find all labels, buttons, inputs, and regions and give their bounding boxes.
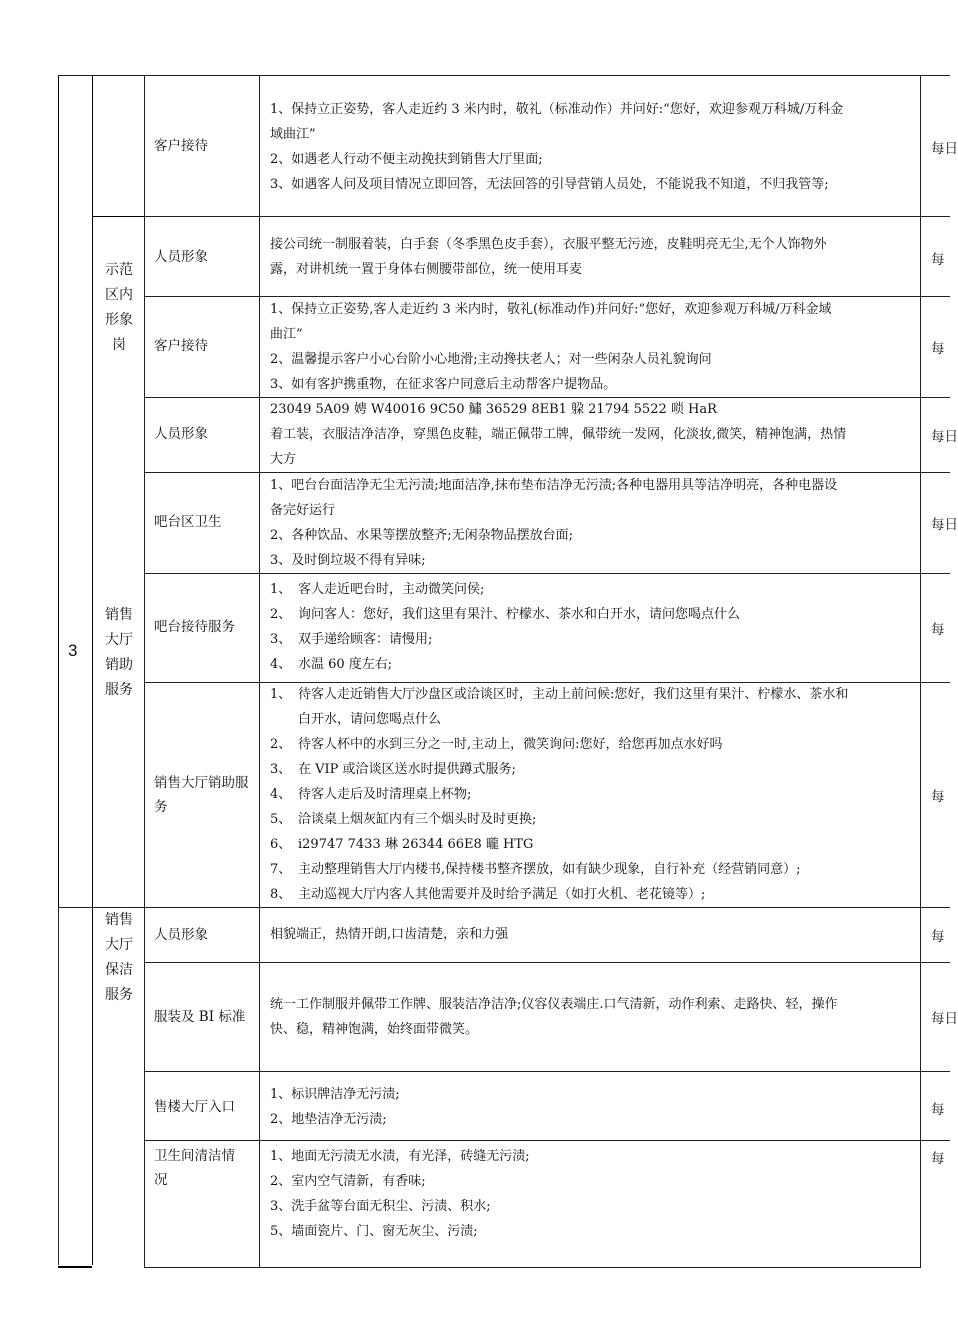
row-content [270,97,910,197]
line-number: 1、 [270,687,292,702]
row-content [270,922,910,947]
row-line-1 [144,216,950,217]
row-item-label: 人员形象 [154,249,208,265]
content-line: 1、保持立正姿势,客人走近约 3 米内时，敬礼(标准动作)并问好:“您好，欢迎参观万科城/万科金域 [270,302,832,317]
row-item-label: 人员形象 [154,426,208,442]
content-line: 统一工作制服并佩带工作牌、服装洁净洁净;仪容仪表端庄.口气清新，动作利索、走路快、轻，操作 [270,997,838,1012]
row-frequency: 每 [931,1151,945,1167]
content-line: 1、保持立正姿势，客人走近约 3 米内时，敬礼（标准动作）并问好:“您好，欢迎参观万科城/万科金 [270,102,844,117]
table-border-left-lower [58,908,59,1265]
content-line [270,682,910,707]
line-text: 主动巡视大厅内客人其他需要并及时给予满足（如打火机、老花镜等）; [298,887,706,902]
row-frequency: 每 [931,789,945,805]
content-line: 着工装，衣服洁净洁净，穿黑色皮鞋，端正佩带工牌，佩带统一发网，化淡妆,微笑，精神饱满，热情 [270,427,847,442]
row-frequency: 每 [931,341,945,357]
line-text: 待客人走后及时清理桌上杯物; [298,787,472,802]
line-number: 1、 [270,582,292,597]
content-line: 2、地垫洁净无污渍; [270,1112,387,1127]
col-divider-3 [259,75,260,1268]
row-line-cat1 [92,216,144,217]
col-divider-2 [144,75,145,1268]
row-line-10 [144,1140,950,1141]
line-text: 询问客人：您好，我们这里有果汁、柠檬水、茶水和白开水，请问您喝点什么 [298,607,741,622]
row-item-label: 吧台接待服务 [154,619,235,635]
category-sales-hall-cleaning: 销售大厅保洁服务 [105,912,133,1003]
col-divider-1 [92,75,93,1265]
line-text: 客人走近吧台时，主动微笑问侯; [298,582,485,597]
content-line: 5、墙面瓷片、门、窗无灰尘、污渍; [270,1224,478,1239]
content-line: 1、吧台台面洁净无尘无污渍;地面洁净,抹布垫布洁净无污渍;各种电器用具等洁净明亮，各种电器设 [270,478,838,493]
line-text: 白开水，请问您喝点什么 [298,712,442,727]
content-line [270,652,910,677]
row-frequency: 每 [931,622,945,638]
row-frequency: 每 [931,1102,945,1118]
row-frequency: 每日 [931,141,958,157]
content-line: 快、稳，精神饱满，始终面带微笑。 [270,1022,479,1037]
category-showroom-image: 示范区内形象岗 [105,262,133,353]
line-number: 8、 [270,887,292,902]
content-line: 2、温馨提示客户小心台阶小心地滑;主动搀扶老人；对一些闲杂人员礼貌询问 [270,352,712,367]
content-line: 3、如有客护携重物，在征求客户同意后主动帮客户提物品。 [270,377,617,392]
row-frequency: 每 [931,252,945,268]
row-content [270,992,910,1042]
content-line [270,857,910,882]
line-number: 3、 [270,762,292,777]
row-item-label: 卫生间清洁情况 [154,1148,235,1188]
line-text: 主动整理销售大厅内楼书,保持楼书整齐摆放，如有缺少现象，自行补充（经营销同意）; [298,862,801,877]
content-line: 2、各种饮品、水果等摆放整齐;无闲杂物品摆放台面; [270,528,574,543]
content-line: 大方 [270,452,297,467]
content-line [270,757,910,782]
line-number: 2、 [270,737,292,752]
row-content [270,1144,910,1244]
row-line-8 [144,962,950,963]
content-line: 1、地面无污渍无水渍，有光泽，砖缝无污渍; [270,1149,530,1164]
row-content [270,297,910,397]
line-number: 4、 [270,657,292,672]
content-line [270,627,910,652]
category-sales-hall-service: 销售大厅销助服务 [105,607,133,698]
row-content [270,473,910,573]
row-line-top [58,75,950,76]
content-line: 接公司统一制服着装，白手套（冬季黑色皮手套），衣服平整无污迹，皮鞋明亮无尘,无个人饰物外 [270,237,827,252]
content-line [270,577,910,602]
row-item-label: 售楼大厅入口 [154,1099,235,1115]
content-line [270,782,910,807]
content-line: 3、及时倒垃圾不得有异味; [270,553,426,568]
row-content [270,682,910,907]
content-line: 3、如遇客人问及项目情况立即回答，无法回答的引导营销人员处，不能说我不知道，不归我管等; [270,177,829,192]
table-border-left [58,75,59,908]
line-text: 在 VIP 或洽谈区送水时提供蹲式服务; [298,762,516,777]
row-item-label: 服装及 BI 标准 [154,1009,246,1025]
line-text: 洽谈桌上烟灰缸内有三个烟头时及时更换; [298,812,537,827]
row-item-label: 人员形象 [154,927,208,943]
line-number: 7、 [270,862,292,877]
row-content [270,1082,910,1132]
row-frequency: 每日 [931,1011,958,1027]
content-line [270,602,910,627]
row-frequency: 每日 [931,429,958,445]
content-line: 3、洗手盆等台面无积尘、污渍、积水; [270,1199,491,1214]
content-line: 2、如遇老人行动不便主动挽扶到销售大厅里面; [270,152,543,167]
content-line: 2、室内空气清新，有香味; [270,1174,426,1189]
col-divider-4 [920,75,921,1268]
line-number: 5、 [270,812,292,827]
row-frequency: 每日 [931,517,958,533]
row-line-bottom-left [58,1266,92,1268]
line-text: 水温 60 度左右; [298,657,393,672]
row-item-label: 客户接待 [154,138,208,154]
row-line-5 [144,573,950,574]
row-content [270,577,910,677]
row-line-bottom [144,1267,920,1268]
row-content [270,232,910,282]
section-number: 3 [68,641,78,660]
content-line [270,832,910,857]
content-line: 23049 5A09 娉 W40016 9C50 鱐 36529 8EB1 躱 21794 5522 唢 HaR [270,402,717,417]
content-line [270,882,910,907]
content-line: 曲江” [270,327,303,342]
line-number: 4、 [270,787,292,802]
content-line: 备完好运行 [270,503,336,518]
content-line [270,807,910,832]
row-content [270,397,910,472]
content-line: 露，对讲机统一置于身体右侧腰带部位，统一使用耳麦 [270,262,583,277]
line-text: 待客人走近销售大厅沙盘区或洽谈区时，主动上前问候:您好，我们这里有果汁、柠檬水、茶水和 [298,687,849,702]
content-line [270,707,910,732]
row-item-label: 销售大厅销助服务 [154,775,249,815]
row-frequency: 每 [931,929,945,945]
row-line-7 [58,907,950,908]
row-item-label: 客户接待 [154,338,208,354]
content-line [270,732,910,757]
line-number: 2、 [270,607,292,622]
content-line: 1、标识牌洁净无污渍; [270,1087,400,1102]
line-text: i29747 7433 琳 26344 66E8 曨 HTG [298,837,534,852]
row-line-9 [144,1071,950,1072]
line-text: 待客人杯中的水到三分之一时,主动上，微笑询问:您好，给您再加点水好吗 [298,737,723,752]
row-item-label: 吧台区卫生 [154,514,222,530]
line-number: 3、 [270,632,292,647]
line-text: 双手递给顾客：请慢用; [298,632,433,647]
line-number: 6、 [270,837,292,852]
content-line: 域曲江” [270,127,316,142]
content-line: 相貌端正，热情开朗,口齿清楚，亲和力强 [270,927,509,942]
